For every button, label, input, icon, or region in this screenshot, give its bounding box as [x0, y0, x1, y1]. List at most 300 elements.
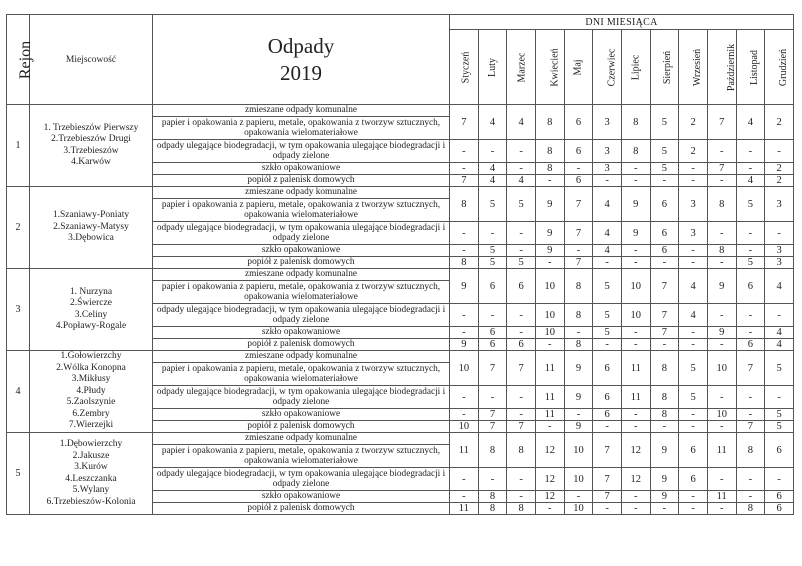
day-cell: 7: [564, 257, 593, 269]
day-cell: -: [765, 222, 794, 245]
day-cell: 6: [507, 269, 536, 304]
month-header: [593, 30, 622, 105]
day-cell: 10: [450, 351, 479, 386]
day-cell: 4: [736, 175, 765, 187]
region-5-row: [7, 433, 794, 445]
day-cell: 11: [707, 433, 736, 468]
day-cell: 5: [765, 421, 794, 433]
month-header: [535, 30, 564, 105]
town-name: 3.Mikłusy: [71, 374, 111, 385]
day-cell: -: [507, 245, 536, 257]
month-label: Styczeń: [460, 51, 472, 83]
day-cell: 9: [564, 421, 593, 433]
dni-miesiaca-header: DNI MIESIĄCA: [450, 15, 794, 30]
month-label: Listopad: [748, 49, 760, 85]
waste-type: szkło opakowaniowe: [153, 163, 450, 175]
day-cell: 5: [593, 304, 622, 327]
day-cell: -: [507, 327, 536, 339]
day-cell: 8: [478, 503, 507, 515]
day-cell: 5: [507, 187, 536, 222]
day-cell: 9: [621, 187, 650, 222]
day-cell: -: [679, 491, 708, 503]
day-cell: -: [650, 339, 679, 351]
day-cell: 10: [564, 503, 593, 515]
day-cell: 9: [535, 187, 564, 222]
waste-type: szkło opakowaniowe: [153, 491, 450, 503]
town-name: 3.Trzebieszów: [63, 145, 119, 156]
region-towns: [30, 351, 153, 433]
day-cell: -: [707, 175, 736, 187]
day-cell: 8: [621, 140, 650, 163]
day-cell: -: [621, 409, 650, 421]
waste-type: zmieszane odpady komunalne: [153, 187, 450, 199]
day-cell: 5: [650, 105, 679, 140]
day-cell: 6: [478, 327, 507, 339]
day-cell: 10: [707, 351, 736, 386]
town-name: 5.Wylany: [72, 485, 110, 495]
day-cell: 9: [535, 245, 564, 257]
day-cell: 8: [535, 105, 564, 140]
day-cell: 6: [564, 140, 593, 163]
day-cell: -: [478, 468, 507, 491]
day-cell: 7: [707, 163, 736, 175]
day-cell: 9: [650, 433, 679, 468]
waste-type: odpady ulegające biodegradacji, w tym opakowania ulegające biodegradacji i odpady zielone: [153, 304, 450, 327]
day-cell: 4: [478, 105, 507, 140]
day-cell: 2: [765, 163, 794, 175]
day-cell: 6: [507, 339, 536, 351]
day-cell: 8: [478, 491, 507, 503]
day-cell: 7: [478, 421, 507, 433]
schedule-table: [6, 14, 794, 515]
day-cell: -: [478, 222, 507, 245]
region-towns: [30, 269, 153, 351]
day-cell: 8: [450, 187, 479, 222]
schedule-body: [7, 105, 794, 515]
waste-type: odpady ulegające biodegradacji, w tym opakowania ulegające biodegradacji i odpady zielone: [153, 386, 450, 409]
waste-type: szkło opakowaniowe: [153, 409, 450, 421]
odpady-title: Odpady: [267, 33, 335, 58]
month-label: Październik: [726, 43, 738, 91]
day-cell: 2: [765, 175, 794, 187]
day-cell: -: [707, 140, 736, 163]
day-cell: -: [478, 386, 507, 409]
month-header: [621, 30, 650, 105]
day-cell: 5: [679, 351, 708, 386]
header-row: [7, 15, 794, 30]
day-cell: 3: [765, 187, 794, 222]
day-cell: 7: [650, 269, 679, 304]
day-cell: 8: [707, 187, 736, 222]
day-cell: 7: [736, 351, 765, 386]
day-cell: -: [450, 409, 479, 421]
day-cell: -: [736, 245, 765, 257]
day-cell: 9: [564, 386, 593, 409]
day-cell: 5: [478, 245, 507, 257]
day-cell: 11: [621, 386, 650, 409]
day-cell: 5: [593, 327, 622, 339]
day-cell: 7: [650, 327, 679, 339]
day-cell: -: [593, 421, 622, 433]
day-cell: 3: [765, 257, 794, 269]
month-header: [736, 30, 765, 105]
day-cell: 5: [478, 257, 507, 269]
month-header: [564, 30, 593, 105]
day-cell: 4: [507, 175, 536, 187]
day-cell: 10: [535, 304, 564, 327]
day-cell: -: [736, 163, 765, 175]
town-name: 2.Jakusze: [72, 450, 110, 461]
day-cell: -: [593, 339, 622, 351]
waste-type: papier i opakowania z papieru, metale, opakowania z tworzyw sztucznych, opakowania wielomateriałowe: [153, 445, 450, 468]
day-cell: -: [765, 386, 794, 409]
day-cell: -: [736, 140, 765, 163]
town-name: 2.Szaniawy-Matysy: [53, 221, 129, 232]
month-header: [450, 30, 479, 105]
day-cell: 6: [564, 175, 593, 187]
waste-type: papier i opakowania z papieru, metale, opakowania z tworzyw sztucznych, opakowania wielomateriałowe: [153, 363, 450, 386]
town-name: 5.Zaolszynie: [66, 397, 116, 408]
day-cell: -: [765, 304, 794, 327]
day-cell: -: [736, 491, 765, 503]
day-cell: 10: [707, 409, 736, 421]
day-cell: 9: [621, 222, 650, 245]
day-cell: 7: [593, 468, 622, 491]
day-cell: 8: [564, 304, 593, 327]
day-cell: 4: [765, 269, 794, 304]
day-cell: -: [621, 327, 650, 339]
day-cell: -: [507, 140, 536, 163]
waste-type: zmieszane odpady komunalne: [153, 433, 450, 445]
day-cell: -: [621, 491, 650, 503]
day-cell: 4: [765, 339, 794, 351]
day-cell: -: [679, 163, 708, 175]
day-cell: 8: [507, 433, 536, 468]
day-cell: -: [679, 339, 708, 351]
day-cell: 5: [593, 269, 622, 304]
day-cell: 6: [765, 491, 794, 503]
day-cell: 6: [765, 433, 794, 468]
day-cell: 6: [650, 245, 679, 257]
day-cell: 4: [679, 304, 708, 327]
day-cell: 10: [564, 468, 593, 491]
day-cell: 8: [478, 433, 507, 468]
day-cell: 7: [564, 222, 593, 245]
month-label: Maj: [572, 58, 584, 76]
waste-type: odpady ulegające biodegradacji, w tym opakowania ulegające biodegradacji i odpady zielone: [153, 222, 450, 245]
day-cell: 6: [736, 269, 765, 304]
day-cell: -: [593, 257, 622, 269]
town-name: 6.Zembry: [72, 408, 110, 419]
town-name: 1.Szaniawy-Poniaty: [52, 210, 130, 221]
region-number: 1: [7, 105, 30, 187]
day-cell: -: [679, 503, 708, 515]
day-cell: 8: [450, 257, 479, 269]
day-cell: 8: [621, 105, 650, 140]
waste-type: papier i opakowania z papieru, metale, opakowania z tworzyw sztucznych, opakowania wielomateriałowe: [153, 199, 450, 222]
day-cell: 9: [650, 468, 679, 491]
miejscowosc-header: Miejscowość: [30, 15, 153, 105]
day-cell: -: [736, 222, 765, 245]
day-cell: -: [507, 386, 536, 409]
day-cell: 12: [621, 433, 650, 468]
day-cell: -: [535, 339, 564, 351]
day-cell: -: [450, 386, 479, 409]
day-cell: 4: [593, 245, 622, 257]
month-label: Marzec: [516, 52, 528, 82]
day-cell: -: [621, 245, 650, 257]
day-cell: 8: [564, 269, 593, 304]
day-cell: -: [535, 421, 564, 433]
day-cell: 7: [478, 351, 507, 386]
region-number: 4: [7, 351, 30, 433]
waste-type: popiół z palenisk domowych: [153, 339, 450, 351]
day-cell: -: [450, 468, 479, 491]
month-header: [679, 30, 708, 105]
day-cell: 7: [736, 421, 765, 433]
day-cell: 9: [707, 269, 736, 304]
day-cell: 11: [450, 433, 479, 468]
day-cell: 8: [564, 339, 593, 351]
day-cell: 9: [535, 222, 564, 245]
day-cell: 9: [650, 491, 679, 503]
odpady-header: [153, 15, 450, 105]
day-cell: -: [621, 421, 650, 433]
day-cell: -: [564, 163, 593, 175]
day-cell: 10: [564, 433, 593, 468]
month-header: [650, 30, 679, 105]
day-cell: -: [564, 327, 593, 339]
odpady-year: 2019: [280, 60, 322, 85]
day-cell: 9: [450, 269, 479, 304]
day-cell: -: [450, 140, 479, 163]
day-cell: 8: [650, 409, 679, 421]
day-cell: 5: [478, 187, 507, 222]
day-cell: 8: [707, 245, 736, 257]
day-cell: -: [507, 222, 536, 245]
town-name: 7.Wierzejki: [68, 420, 114, 431]
waste-type: popiół z palenisk domowych: [153, 503, 450, 515]
day-cell: 8: [535, 140, 564, 163]
day-cell: 5: [765, 351, 794, 386]
day-cell: 7: [507, 351, 536, 386]
day-cell: -: [650, 503, 679, 515]
day-cell: -: [564, 491, 593, 503]
day-cell: 8: [650, 351, 679, 386]
month-label: Kwiecień: [549, 47, 561, 87]
day-cell: -: [650, 257, 679, 269]
day-cell: 6: [650, 187, 679, 222]
day-cell: 12: [535, 491, 564, 503]
day-cell: 9: [707, 327, 736, 339]
day-cell: 6: [593, 386, 622, 409]
town-name: 1.Dębowierzchy: [59, 439, 123, 449]
day-cell: 7: [478, 409, 507, 421]
day-cell: 6: [765, 503, 794, 515]
region-towns: [30, 433, 153, 515]
day-cell: -: [564, 409, 593, 421]
day-cell: -: [593, 175, 622, 187]
day-cell: -: [450, 304, 479, 327]
day-cell: 5: [679, 386, 708, 409]
waste-type: popiół z palenisk domowych: [153, 421, 450, 433]
day-cell: -: [507, 304, 536, 327]
day-cell: -: [593, 503, 622, 515]
town-name: 4.Karwów: [71, 157, 111, 167]
town-name: 1.Gołowierzchy: [60, 351, 122, 362]
day-cell: -: [679, 409, 708, 421]
day-cell: -: [507, 491, 536, 503]
day-cell: 11: [535, 386, 564, 409]
day-cell: -: [679, 257, 708, 269]
day-cell: 5: [736, 257, 765, 269]
day-cell: 3: [593, 163, 622, 175]
day-cell: 5: [650, 163, 679, 175]
waste-type: odpady ulegające biodegradacji, w tym opakowania ulegające biodegradacji i odpady zielone: [153, 140, 450, 163]
day-cell: 3: [593, 105, 622, 140]
day-cell: 8: [736, 433, 765, 468]
day-cell: 8: [535, 163, 564, 175]
waste-type: papier i opakowania z papieru, metale, opakowania z tworzyw sztucznych, opakowania wielomateriałowe: [153, 281, 450, 304]
day-cell: 4: [593, 187, 622, 222]
day-cell: -: [621, 503, 650, 515]
day-cell: -: [736, 327, 765, 339]
day-cell: -: [507, 468, 536, 491]
day-cell: 9: [450, 339, 479, 351]
waste-type: szkło opakowaniowe: [153, 245, 450, 257]
day-cell: 3: [593, 140, 622, 163]
town-name: 4.Płudy: [76, 385, 106, 396]
town-name: 4.Leszczanka: [65, 473, 117, 484]
day-cell: 4: [765, 327, 794, 339]
day-cell: -: [507, 163, 536, 175]
day-cell: 6: [679, 433, 708, 468]
day-cell: -: [621, 163, 650, 175]
region-4-row: [7, 351, 794, 363]
day-cell: 2: [765, 105, 794, 140]
waste-type: popiół z palenisk domowych: [153, 257, 450, 269]
day-cell: 10: [535, 269, 564, 304]
day-cell: -: [679, 175, 708, 187]
month-header: [507, 30, 536, 105]
month-label: Lipiec: [630, 54, 642, 80]
region-3-row: [7, 269, 794, 281]
day-cell: 6: [679, 468, 708, 491]
rejon-header-label: Rejon: [17, 40, 35, 79]
day-cell: -: [707, 503, 736, 515]
day-cell: 6: [650, 222, 679, 245]
day-cell: 12: [535, 433, 564, 468]
month-label: Luty: [486, 57, 498, 77]
day-cell: 12: [621, 468, 650, 491]
day-cell: 6: [478, 339, 507, 351]
day-cell: 7: [450, 105, 479, 140]
day-cell: 11: [535, 351, 564, 386]
day-cell: 5: [765, 409, 794, 421]
month-label: Grudzień: [778, 48, 790, 86]
day-cell: 3: [679, 187, 708, 222]
day-cell: 4: [478, 163, 507, 175]
town-name: 1. Trzebieszów Pierwszy: [43, 122, 139, 133]
day-cell: -: [450, 245, 479, 257]
day-cell: 7: [650, 304, 679, 327]
day-cell: -: [736, 409, 765, 421]
day-cell: 4: [679, 269, 708, 304]
day-cell: -: [679, 245, 708, 257]
day-cell: 9: [564, 351, 593, 386]
region-1-row: [7, 105, 794, 117]
day-cell: -: [707, 386, 736, 409]
day-cell: -: [736, 468, 765, 491]
waste-type: papier i opakowania z papieru, metale, opakowania z tworzyw sztucznych, opakowania wielomateriałowe: [153, 117, 450, 140]
month-header: [707, 30, 736, 105]
day-cell: 6: [564, 105, 593, 140]
month-label: Czerwiec: [606, 48, 618, 86]
day-cell: -: [450, 327, 479, 339]
day-cell: 7: [593, 433, 622, 468]
rejon-header: [7, 15, 35, 105]
day-cell: -: [679, 327, 708, 339]
town-name: 1. Nurzyna: [69, 286, 113, 297]
day-cell: 8: [736, 503, 765, 515]
waste-type: zmieszane odpady komunalne: [153, 105, 450, 117]
day-cell: 7: [593, 491, 622, 503]
day-cell: -: [535, 257, 564, 269]
day-cell: -: [478, 140, 507, 163]
day-cell: 8: [507, 503, 536, 515]
town-name: 2.Wólka Konopna: [56, 362, 126, 373]
day-cell: 7: [507, 421, 536, 433]
day-cell: 7: [450, 175, 479, 187]
month-header: [478, 30, 507, 105]
waste-type: szkło opakowaniowe: [153, 327, 450, 339]
waste-type: zmieszane odpady komunalne: [153, 351, 450, 363]
waste-type: odpady ulegające biodegradacji, w tym opakowania ulegające biodegradacji i odpady zielone: [153, 468, 450, 491]
day-cell: 10: [621, 304, 650, 327]
day-cell: -: [736, 304, 765, 327]
day-cell: -: [564, 245, 593, 257]
day-cell: -: [507, 409, 536, 421]
day-cell: 3: [679, 222, 708, 245]
day-cell: -: [450, 491, 479, 503]
month-label: Sierpień: [661, 50, 673, 84]
waste-type: popiół z palenisk domowych: [153, 175, 450, 187]
day-cell: 4: [507, 105, 536, 140]
day-cell: 10: [535, 327, 564, 339]
day-cell: -: [707, 468, 736, 491]
day-cell: 2: [679, 105, 708, 140]
day-cell: 6: [478, 269, 507, 304]
day-cell: 5: [650, 140, 679, 163]
region-number: 5: [7, 433, 30, 515]
day-cell: 10: [450, 421, 479, 433]
day-cell: 3: [765, 245, 794, 257]
town-name: 3.Dębowica: [68, 233, 114, 244]
day-cell: -: [621, 339, 650, 351]
town-name: 6.Trzebieszów-Kolonia: [46, 496, 136, 507]
day-cell: -: [707, 421, 736, 433]
day-cell: 6: [593, 409, 622, 421]
day-cell: 11: [621, 351, 650, 386]
day-cell: -: [765, 468, 794, 491]
month-header: [765, 30, 794, 105]
day-cell: 4: [736, 105, 765, 140]
day-cell: -: [650, 175, 679, 187]
region-number: 2: [7, 187, 30, 269]
day-cell: 12: [535, 468, 564, 491]
day-cell: -: [736, 386, 765, 409]
day-cell: -: [707, 339, 736, 351]
